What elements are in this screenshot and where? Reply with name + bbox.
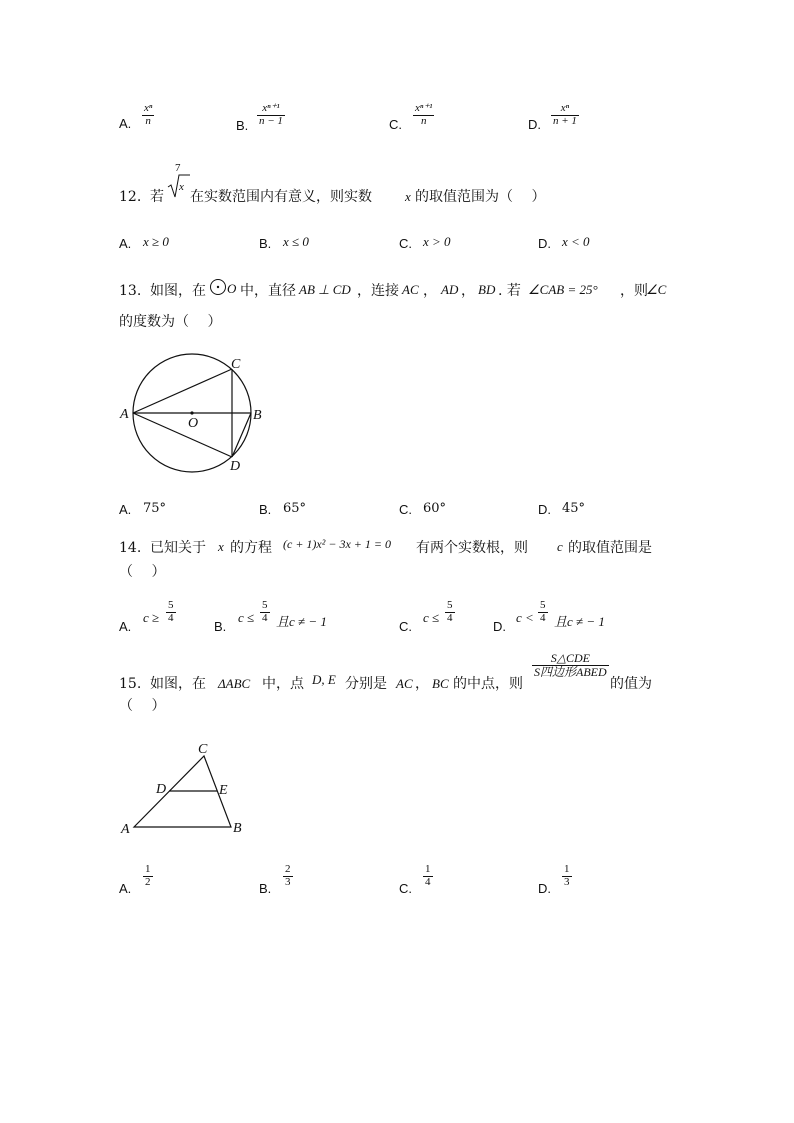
q13-math-6: ∠C xyxy=(646,282,667,297)
q15-option-c-numerator: 1 xyxy=(425,863,431,875)
q13-segment-bd xyxy=(232,413,251,457)
q14-option-b-fraction xyxy=(260,600,270,624)
q15-text-pre: 如图，在 xyxy=(150,676,206,692)
q13-math-3: AD xyxy=(441,282,459,297)
q15-option-d-fraction xyxy=(562,864,572,888)
q14-text-post: 有两个实数根，则 xyxy=(416,540,528,556)
q14-option-a-numerator: 5 xyxy=(168,599,174,611)
q14-option-d-label: D. xyxy=(493,619,506,634)
q13-label-d: D xyxy=(230,459,241,474)
q13-math-1: AB ⊥ CD xyxy=(299,282,351,297)
q15-area-ratio-denominator: S四边形ABED xyxy=(534,664,607,679)
q11-option-a-numerator: xⁿ xyxy=(144,102,153,114)
q14-option-c-pre: c ≤ xyxy=(423,610,440,625)
q14-option-d-post: 且c ≠ − 1 xyxy=(554,614,605,629)
q13-label-a: A xyxy=(120,407,129,422)
q12-option-c-text: x > 0 xyxy=(423,234,451,249)
q15-area-ratio-numerator: S△CDE xyxy=(550,651,590,665)
q12-root-index: 7 xyxy=(175,162,181,174)
q13-label-c: C xyxy=(231,357,241,372)
q15-segment-ac: AC xyxy=(396,676,413,691)
q12-option-b-label: B. xyxy=(259,236,272,251)
q12-option-b-text: x ≤ 0 xyxy=(283,234,309,249)
q11-option-b-denominator: n − 1 xyxy=(259,114,283,127)
q14-option-c-label: C. xyxy=(399,619,412,634)
circle-symbol-icon xyxy=(209,278,229,298)
q14-option-a-pre: c ≥ xyxy=(143,610,160,625)
q14-equation: (c + 1)x² − 3x + 1 = 0 xyxy=(283,537,391,551)
q11-option-c-numerator: xⁿ⁺¹ xyxy=(415,102,433,114)
q14-text-post2: 的取值范围是 xyxy=(568,540,652,556)
q11-option-a-denominator: n xyxy=(142,115,154,128)
q13-text-a: 如图，在 xyxy=(150,283,206,299)
q12-number: 12. xyxy=(119,189,142,205)
q14-option-d-numerator: 5 xyxy=(540,599,546,611)
q13-option-c-label: C. xyxy=(399,502,412,517)
q15-text-post: 的值为 xyxy=(610,676,652,692)
q15-triangle-figure xyxy=(116,736,250,840)
q13-text-e: ， xyxy=(461,283,475,299)
q15-text-mid2: 分别是 xyxy=(345,676,387,692)
q12-option-a-label: A. xyxy=(119,236,132,251)
q12-option-d-label: D. xyxy=(538,236,551,251)
q15-option-a-denominator: 2 xyxy=(145,875,151,888)
q12-option-c-label: C. xyxy=(399,236,412,251)
q14-option-d-fraction xyxy=(538,600,548,624)
q13-label-b: B xyxy=(253,408,262,423)
q15-text-mid3: 的中点，则 xyxy=(453,676,523,692)
q15-option-a-numerator: 1 xyxy=(145,863,151,875)
q13-option-b-label: B. xyxy=(259,502,272,517)
q11-option-b-numerator: xⁿ⁺¹ xyxy=(262,102,280,114)
q15-number: 15. xyxy=(119,676,142,692)
q15-label-d: D xyxy=(156,782,167,797)
q11-option-a-fraction xyxy=(142,103,154,127)
q14-option-b-numerator: 5 xyxy=(262,599,268,611)
q13-math-5: ∠CAB = 25° xyxy=(528,282,598,297)
q15-text-line2: （ ） xyxy=(119,698,166,714)
q13-option-c-text: 60° xyxy=(423,501,447,516)
q15-points-de: D, E xyxy=(312,672,336,687)
q15-option-b-label: B. xyxy=(259,881,272,896)
q13-circle-label: O xyxy=(227,281,237,296)
q13-option-d-label: D. xyxy=(538,502,551,517)
q15-segment-bc: BC xyxy=(432,676,449,691)
q13-math-4: BD xyxy=(478,282,496,297)
q13-option-b-text: 65° xyxy=(283,501,307,516)
q13-text-b: 中，直径 xyxy=(240,283,296,299)
q14-option-b-denominator: 4 xyxy=(262,611,268,624)
q14-var2: c xyxy=(557,539,563,554)
q15-text-mid: 中，点 xyxy=(262,676,304,692)
q12-var: x xyxy=(405,189,411,204)
q14-option-b-pre: c ≤ xyxy=(238,610,255,625)
q13-text-g: ，则 xyxy=(620,283,648,299)
q14-option-d-pre: c < xyxy=(516,610,534,625)
q15-option-a-label: A. xyxy=(119,881,132,896)
q13-option-a-text: 75° xyxy=(143,501,167,516)
q13-number: 13. xyxy=(119,283,142,299)
q15-label-a: A xyxy=(121,822,130,837)
q11-option-d-denominator: n + 1 xyxy=(553,114,577,127)
q14-text-line2: （ ） xyxy=(119,564,166,580)
q15-triangle: ΔABC xyxy=(218,676,251,691)
q13-segment-ad xyxy=(133,413,232,457)
q13-option-d-text: 45° xyxy=(562,501,586,516)
q13-center-point xyxy=(190,411,193,414)
q11-option-b-fraction xyxy=(257,103,285,127)
q15-label-e: E xyxy=(219,783,228,798)
q15-option-b-fraction xyxy=(283,864,293,888)
q15-option-d-label: D. xyxy=(538,881,551,896)
q11-option-c-label: C. xyxy=(389,117,402,132)
q13-segment-ac xyxy=(133,369,232,413)
q14-text-mid: 的方程 xyxy=(230,540,272,556)
q11-option-d-label: D. xyxy=(528,117,541,132)
q15-option-d-denominator: 3 xyxy=(564,875,570,888)
q14-option-a-label: A. xyxy=(119,619,132,634)
q13-math-2: AC xyxy=(402,282,419,297)
q13-circle-figure xyxy=(118,352,278,476)
q13-option-a-label: A. xyxy=(119,502,132,517)
q15-option-c-denominator: 4 xyxy=(425,875,431,888)
q14-option-b-label: B. xyxy=(214,619,227,634)
q15-option-c-label: C. xyxy=(399,881,412,896)
q15-label-b: B xyxy=(233,821,242,836)
q14-option-d-denominator: 4 xyxy=(540,611,546,624)
q14-option-a-denominator: 4 xyxy=(168,611,174,624)
q14-option-c-denominator: 4 xyxy=(447,611,453,624)
q14-option-a-fraction xyxy=(166,600,176,624)
q15-label-c: C xyxy=(198,742,208,757)
q12-option-d-text: x < 0 xyxy=(562,234,590,249)
q13-text-d: ， xyxy=(423,283,437,299)
q14-text-pre: 已知关于 xyxy=(150,540,206,556)
q14-option-b-post: 且c ≠ − 1 xyxy=(276,614,327,629)
q15-option-b-denominator: 3 xyxy=(285,875,291,888)
q11-option-b-label: B. xyxy=(236,118,249,133)
q14-option-c-numerator: 5 xyxy=(447,599,453,611)
q11-option-d-numerator: xⁿ xyxy=(560,102,570,114)
q15-option-d-numerator: 1 xyxy=(564,863,570,875)
q11-option-c-denominator: n xyxy=(413,115,434,128)
q15-text-comma: ， xyxy=(415,676,429,692)
q12-text-post2: 的取值范围为（ ） xyxy=(415,189,546,205)
q13-text-line2: 的度数为（ ） xyxy=(119,314,222,330)
q13-text-c: ，连接 xyxy=(357,283,399,299)
q11-option-c-fraction xyxy=(413,103,434,127)
q14-var: x xyxy=(218,539,224,554)
q15-option-c-fraction xyxy=(423,864,433,888)
q15-area-ratio-fraction xyxy=(532,652,609,678)
q14-number: 14. xyxy=(119,540,142,556)
q15-option-a-fraction xyxy=(143,864,153,888)
q15-option-b-numerator: 2 xyxy=(285,863,291,875)
q12-text-pre: 若 xyxy=(150,189,164,205)
q12-radicand: x xyxy=(179,181,184,193)
q11-option-d-fraction xyxy=(551,103,579,127)
q13-text-f: . 若 xyxy=(498,283,521,299)
q12-text-post: 在实数范围内有意义，则实数 xyxy=(190,189,372,205)
q14-option-c-fraction xyxy=(445,600,455,624)
q13-label-o: O xyxy=(188,416,199,431)
q11-option-a-label: A. xyxy=(119,116,132,131)
q12-option-a-text: x ≥ 0 xyxy=(143,234,169,249)
